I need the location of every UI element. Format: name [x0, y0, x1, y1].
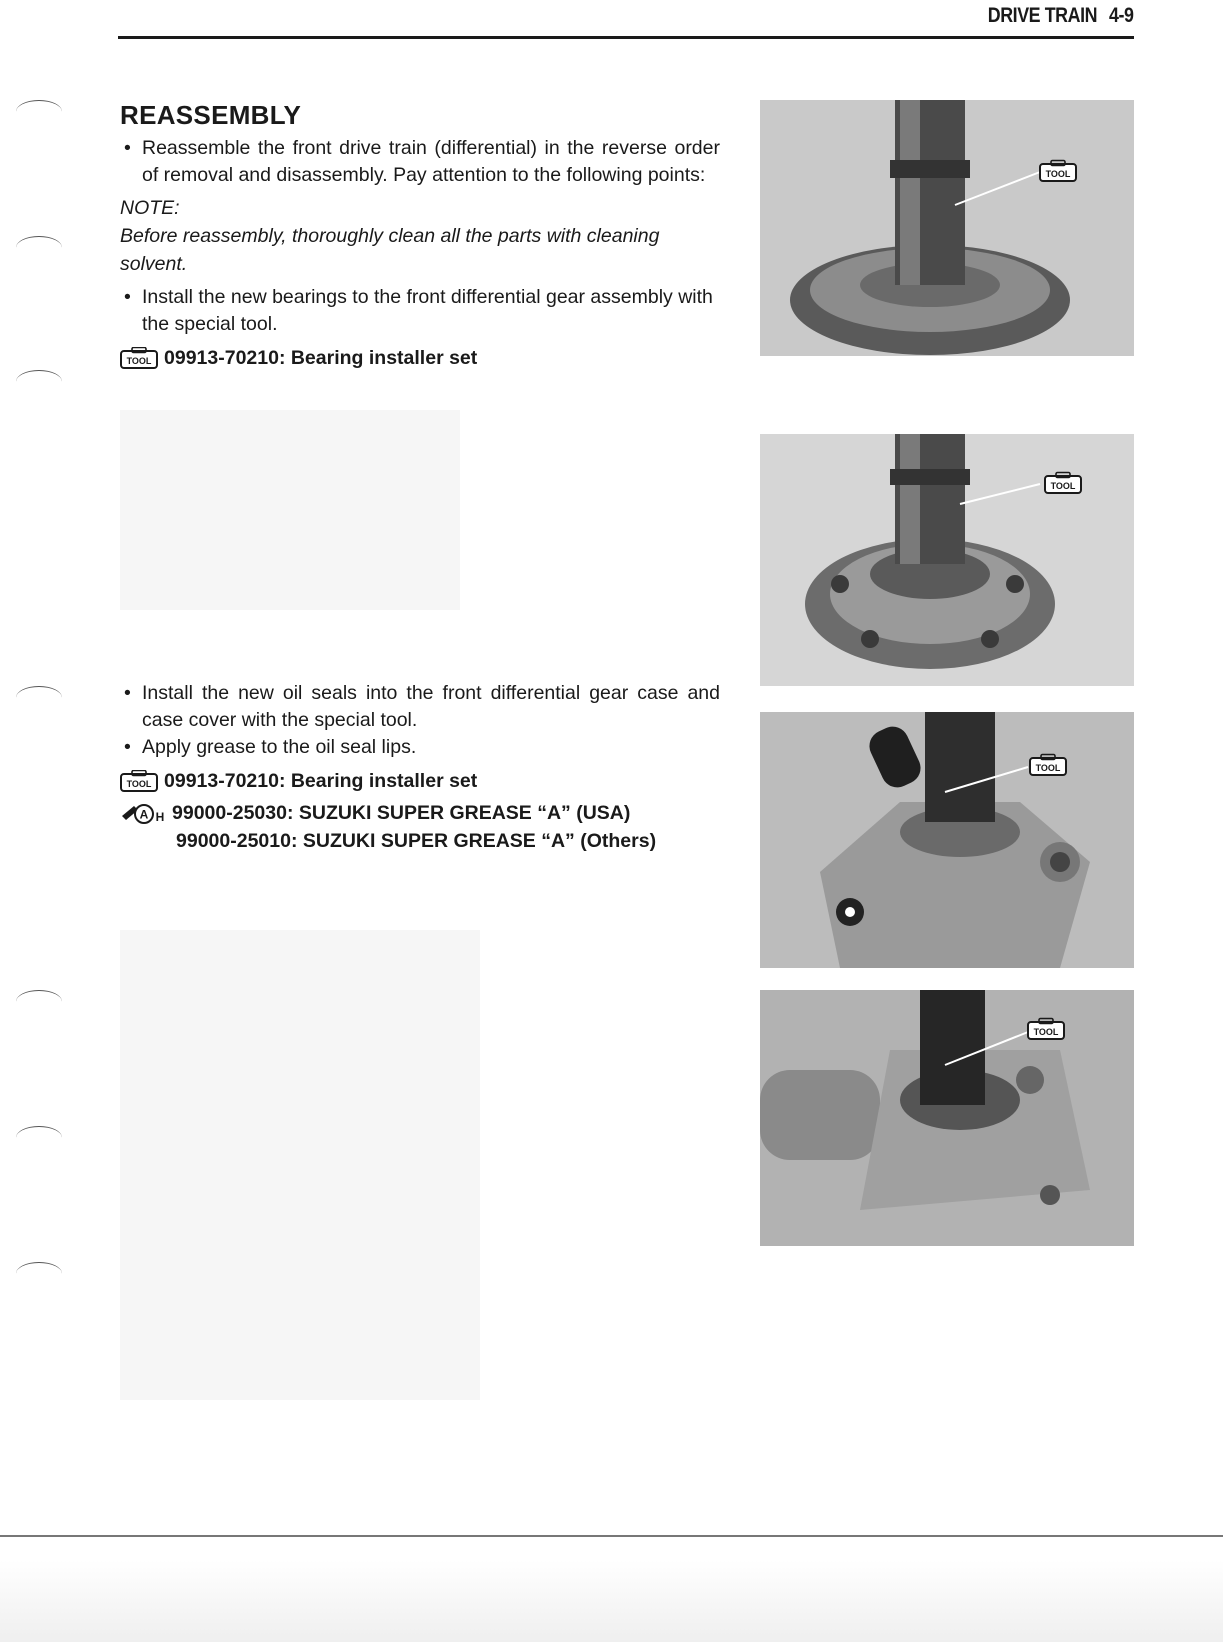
- note-label: NOTE:: [120, 197, 180, 219]
- special-tool-spec: [120, 344, 720, 372]
- footer-divider: [0, 1535, 1223, 1537]
- photo-gear-case: [760, 712, 1134, 968]
- header-title: [976, 4, 1134, 28]
- tool-icon-label: TOOL: [1033, 1027, 1059, 1037]
- tool-icon: [120, 770, 158, 792]
- photo-bevel-gear: [760, 100, 1134, 356]
- grease-spec-others: [120, 827, 720, 855]
- tool-icon-label: TOOL: [126, 356, 152, 366]
- tool-icon-label: TOOL: [1050, 481, 1076, 491]
- binder-mark: [16, 236, 62, 259]
- note-text: Before reassembly, thoroughly clean all the parts with cleaning solvent.: [120, 225, 660, 275]
- binder-mark: [16, 370, 62, 393]
- list-item: • Install the new bearings to the front differential gear assembly with the special tool.: [120, 284, 720, 338]
- binder-mark: [16, 100, 62, 123]
- tool-icon-label: TOOL: [126, 779, 152, 789]
- tool-icon-label: TOOL: [1035, 763, 1061, 773]
- grease-icon-suffix: H: [155, 810, 165, 824]
- tool-number-label: 09913-70210: Bearing installer set: [164, 347, 478, 369]
- binder-mark: [16, 686, 62, 709]
- oil-seal-section: [120, 680, 720, 855]
- list-item: • Apply grease to the oil seal lips.: [120, 734, 720, 761]
- header-page-number: 4-9: [1109, 4, 1134, 27]
- reassembly-section: [120, 100, 720, 372]
- list-item: • Reassemble the front drive train (differential) in the reverse order of removal and disassembly. Pay attention to the following points:: [120, 135, 720, 189]
- tool-icon-label: TOOL: [1045, 169, 1071, 179]
- page-header: [118, 0, 1134, 39]
- section-title: REASSEMBLY: [120, 100, 302, 130]
- header-section: DRIVE TRAIN: [988, 4, 1098, 27]
- binder-mark: [16, 1126, 62, 1149]
- tool-number-label: 09913-70210: Bearing installer set: [164, 770, 478, 792]
- footer-scan-shadow: [0, 1560, 1223, 1642]
- grease-spec: [120, 799, 720, 827]
- special-tool-spec: [120, 767, 720, 795]
- bleed-through-image: [120, 410, 460, 610]
- grease-usa-label: 99000-25030: SUZUKI SUPER GREASE “A” (USA): [172, 802, 631, 824]
- photo-case-cover: [760, 990, 1134, 1246]
- grease-icon: [120, 800, 166, 826]
- list-item: • Install the new oil seals into the front differential gear case and case cover with the special tool.: [120, 680, 720, 734]
- photo-bearing-flange: [760, 434, 1134, 686]
- grease-others-label: 99000-25010: SUZUKI SUPER GREASE “A” (Others): [176, 830, 657, 852]
- binder-mark: [16, 990, 62, 1013]
- binder-mark: [16, 1262, 62, 1285]
- bleed-through-image: [120, 930, 480, 1400]
- grease-icon-letter: A: [139, 807, 149, 822]
- tool-icon: [120, 347, 158, 369]
